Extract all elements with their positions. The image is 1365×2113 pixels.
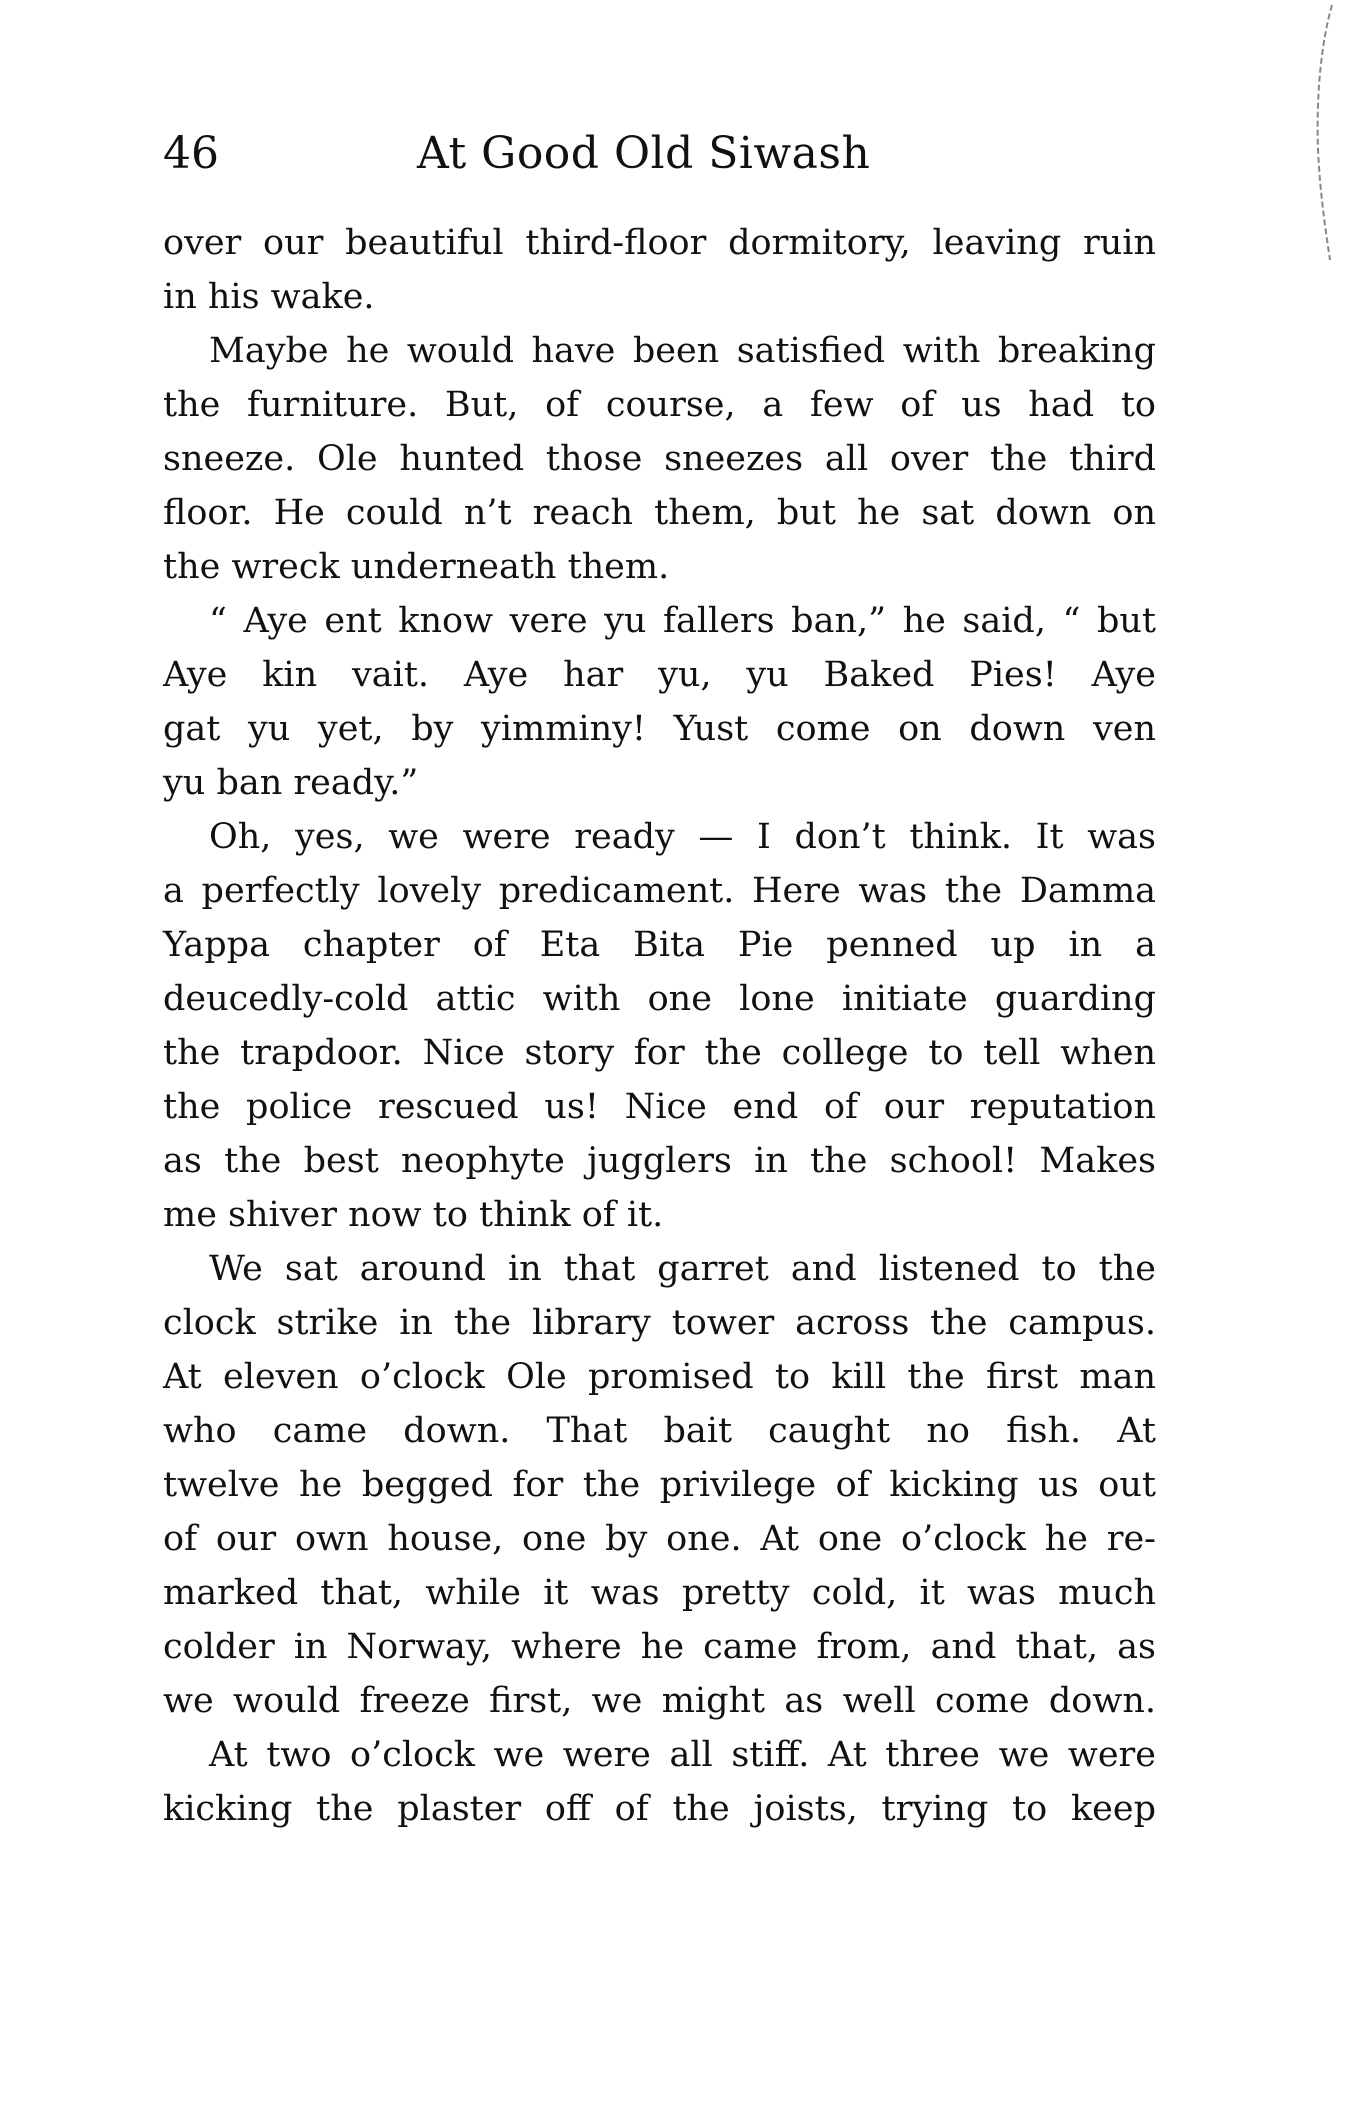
text-line: the police rescued us! Nice end of our reputation [163,1087,1156,1127]
text-line: the trapdoor. Nice story for the college to tell when [163,1033,1156,1073]
text-line: in his wake. [163,277,375,317]
text-line: yu ban ready.” [163,763,419,803]
text-line: clock strike in the library tower across the campus. [163,1303,1156,1343]
text-line: deucedly-cold attic with one lone initiate guarding [163,979,1156,1019]
text-line: me shiver now to think of it. [163,1195,664,1235]
running-title: At Good Old Siwash [417,128,871,179]
page-number: 46 [163,128,219,179]
text-line: Aye kin vait. Aye har yu, yu Baked Pies! Aye [163,655,1156,695]
text-line: gat yu yet, by yimminy! Yust come on down ven [163,709,1156,749]
text-line: the wreck underneath them. [163,547,670,587]
text-line: At eleven o’clock Ole promised to kill the first man [163,1357,1156,1397]
text-line: marked that, while it was pretty cold, it was much [163,1573,1156,1613]
text-line: We sat around in that garret and listened to the [209,1249,1156,1289]
body-text [163,216,1156,1836]
text-line: over our beautiful third-floor dormitory, leaving ruin [163,223,1156,263]
text-line: floor. He could n’t reach them, but he sat down on [163,493,1156,533]
text-line: a perfectly lovely predicament. Here was the Damma [163,871,1156,911]
text-line: sneeze. Ole hunted those sneezes all over the third [163,439,1156,479]
text-line: who came down. That bait caught no fish. At [163,1411,1156,1451]
text-line: At two o’clock we were all stiff. At three we were [209,1735,1156,1775]
text-line: colder in Norway, where he came from, and that, as [163,1627,1156,1667]
text-line: Yappa chapter of Eta Bita Pie penned up in a [163,925,1156,965]
text-line: as the best neophyte jugglers in the school! Makes [163,1141,1156,1181]
text-line: Maybe he would have been satisfied with breaking [209,331,1156,371]
pencil-mark-icon [1300,0,1340,300]
text-line: we would freeze first, we might as well come down. [163,1681,1156,1721]
text-line: kicking the plaster off of the joists, trying to keep [163,1789,1156,1829]
text-line: “ Aye ent know vere yu fallers ban,” he said, “ but [209,601,1156,641]
text-line: the furniture. But, of course, a few of us had to [163,385,1156,425]
text-line: of our own house, one by one. At one o’clock he re- [163,1519,1156,1559]
text-line: twelve he begged for the privilege of kicking us out [163,1465,1156,1505]
page-header [163,128,1155,188]
text-line: Oh, yes, we were ready — I don’t think. It was [209,817,1156,857]
